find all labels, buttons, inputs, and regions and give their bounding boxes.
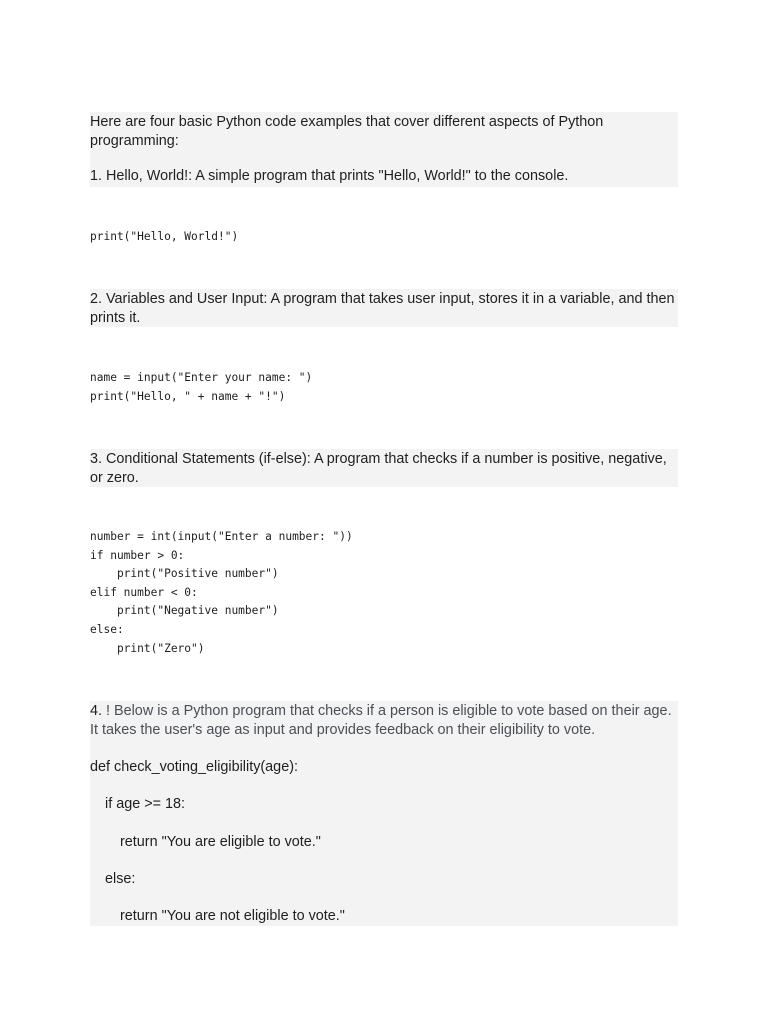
example4-line-def: def check_voting_eligibility(age): [90,759,298,775]
example4-number: 4. [90,703,103,719]
example1-heading: 1. Hello, World!: A simple program that prints "Hello, World!" to the console. [90,168,569,184]
intro-paragraph: Here are four basic Python code examples that cover different aspects of Python programming: [90,114,604,149]
example4-line-return-eligible: return "You are eligible to vote." [120,834,321,850]
example2-heading: 2. Variables and User Input: A program that takes user input, stores it in a variable, and then prints it. [90,291,675,326]
example4-line-else: else: [105,871,136,887]
example1-code: print("Hello, World!") [90,230,239,243]
example4-heading-text: ! Below is a Python program that checks if a person is eligible to vote based on their age. It takes the user's age as input and provides feedback on their eligibility to vote. [90,703,672,738]
example4-line-return-not-eligible: return "You are not eligible to vote." [120,908,345,924]
example4-line-if: if age >= 18: [105,796,186,812]
example4-heading [90,702,678,739]
example3-heading: 3. Conditional Statements (if-else): A program that checks if a number is positive, negative, or zero. [90,451,667,486]
example3-code: number = int(input("Enter a number: ")) if number > 0: print("Positive number") elif number < 0: print("Negative number") else: print("Zero") [90,530,353,655]
example2-code: name = input("Enter your name: ") print("Hello, " + name + "!") [90,371,313,403]
